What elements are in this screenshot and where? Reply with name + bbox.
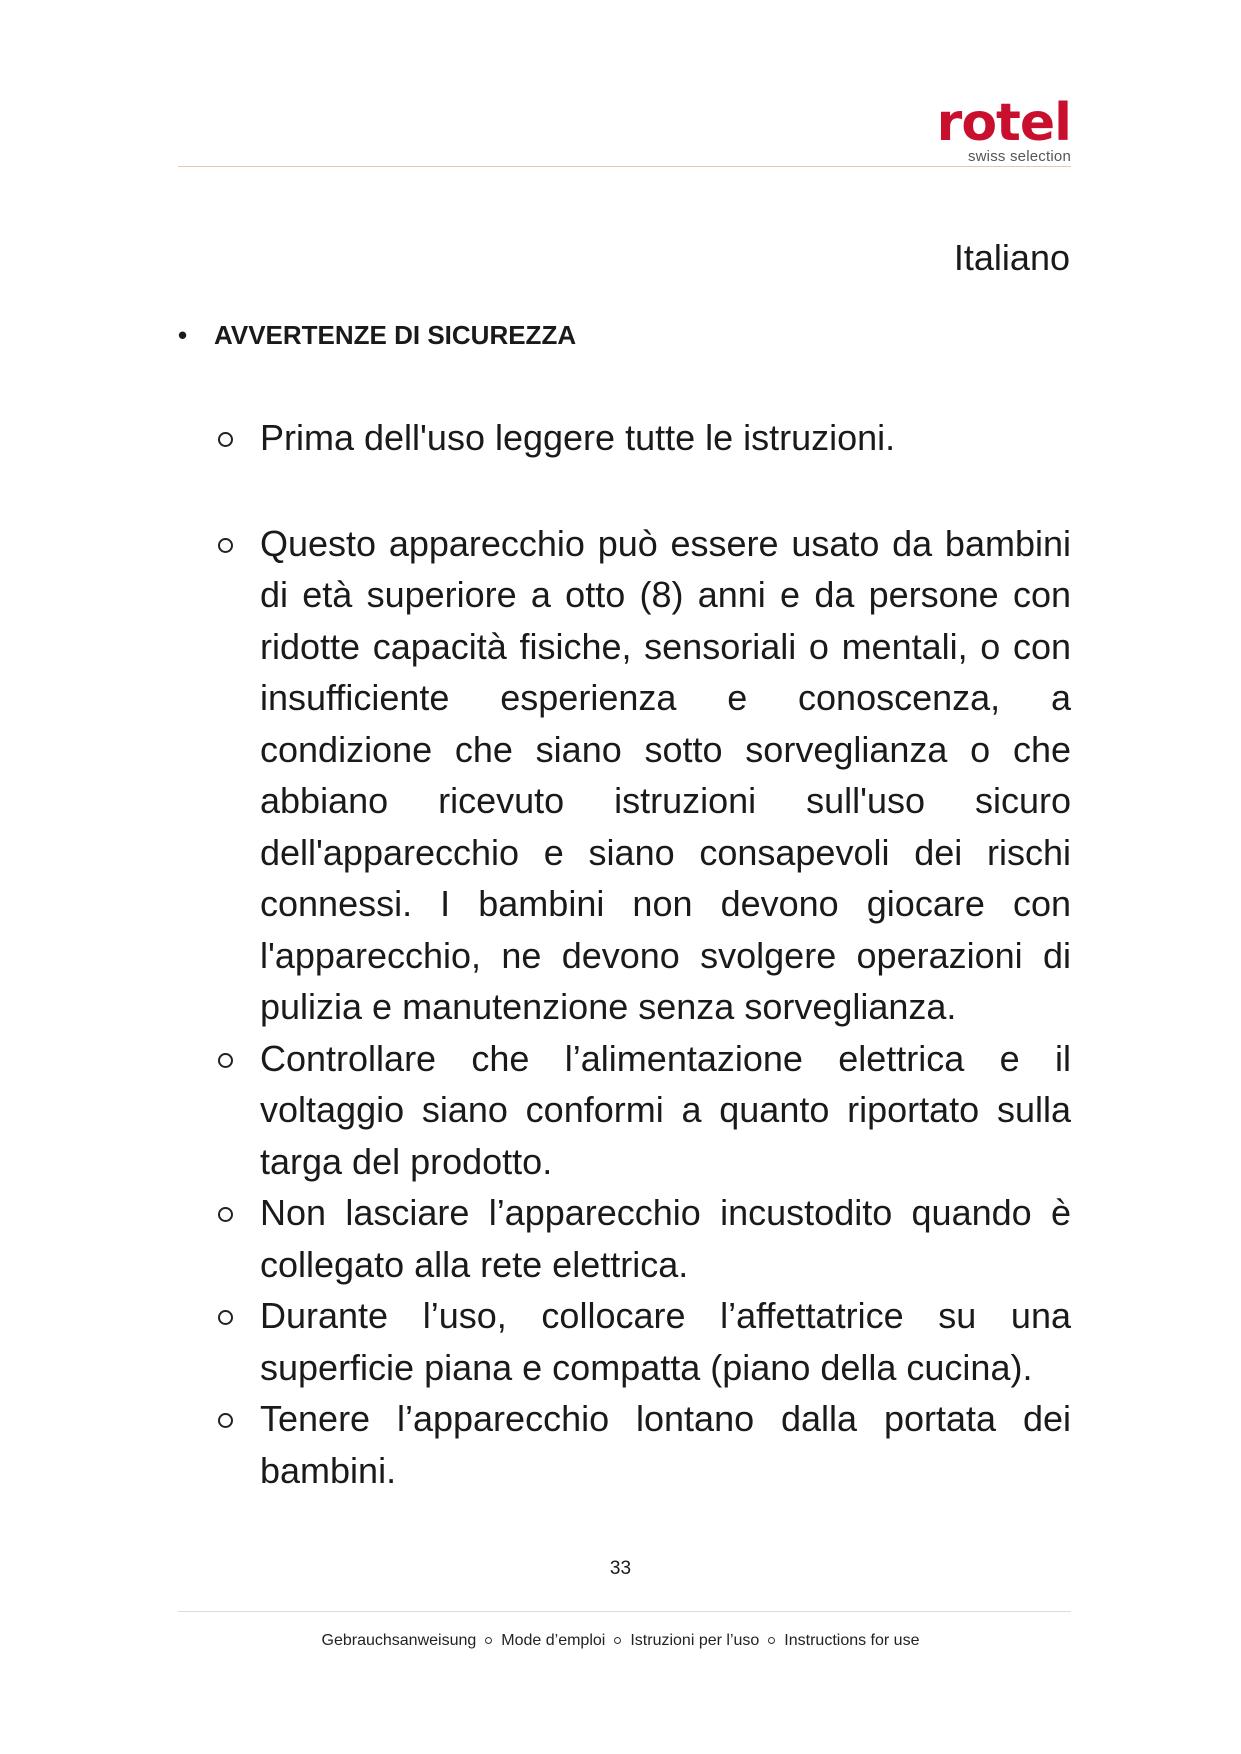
footer-link-it: Istruzioni per l’uso bbox=[630, 1632, 760, 1649]
circle-bullet-icon bbox=[218, 1413, 233, 1428]
list-item-text: Controllare che l’alimentazione elettrica e il voltaggio siano conformi a quanto riportato sulla targa del prodotto. bbox=[260, 1037, 1071, 1182]
circle-separator-icon bbox=[768, 1637, 775, 1644]
circle-bullet-icon bbox=[218, 1207, 233, 1222]
safety-list bbox=[216, 412, 1071, 1496]
circle-separator-icon bbox=[485, 1637, 492, 1644]
language-label: Italiano bbox=[953, 237, 1070, 278]
footer-divider bbox=[178, 1611, 1071, 1612]
circle-bullet-icon bbox=[218, 1053, 233, 1068]
circle-bullet-icon bbox=[218, 432, 233, 447]
list-item-text: Questo apparecchio può essere usato da bambini di età superiore a otto (8) anni e da persone con ridotte capacità fisiche, sensoriali o mentali, o con insufficiente esperienza e conoscenza, a condizione che siano sotto sorveglianza o che abbiano ricevuto istruzioni sull'uso sicuro dell'apparecchio e siano consapevoli dei rischi connessi. I bambini non devono giocare con l'apparecchio, ne devono svolgere operazioni di pulizia e manutenzione senza sorveglianza. bbox=[260, 522, 1071, 1027]
section-heading bbox=[178, 318, 576, 352]
brand-tagline: swiss selection bbox=[967, 148, 1071, 165]
circle-bullet-icon bbox=[218, 1310, 233, 1325]
list-item bbox=[216, 1290, 1071, 1393]
footer-link-en: Instructions for use bbox=[784, 1632, 920, 1649]
footer-link-de: Gebrauchsanweisung bbox=[321, 1632, 477, 1649]
section-bullet: • bbox=[178, 320, 188, 350]
list-item bbox=[216, 412, 1071, 464]
circle-bullet-icon bbox=[218, 538, 233, 553]
list-item-text: Non lasciare l’apparecchio incustodito quando è collegato alla rete elettrica. bbox=[260, 1192, 1071, 1285]
list-item bbox=[216, 1393, 1071, 1496]
footer-link-fr: Mode d’emploi bbox=[501, 1632, 606, 1649]
list-item bbox=[216, 1187, 1071, 1290]
brand-logo bbox=[936, 93, 1071, 165]
header-divider bbox=[178, 166, 1071, 167]
list-item bbox=[216, 1033, 1071, 1188]
list-item-text: Durante l’uso, collocare l’affettatrice su una superficie piana e compatta (piano della cucina). bbox=[260, 1295, 1071, 1388]
page-number: 33 bbox=[609, 1558, 632, 1579]
circle-separator-icon bbox=[614, 1637, 621, 1644]
list-item-text: Tenere l’apparecchio lontano dalla portata dei bambini. bbox=[260, 1398, 1071, 1491]
list-item bbox=[216, 518, 1071, 1033]
footer-links bbox=[0, 1632, 1241, 1650]
brand-wordmark: rotel bbox=[936, 93, 1071, 153]
list-item-text: Prima dell'uso leggere tutte le istruzioni. bbox=[260, 417, 896, 458]
section-title: AVVERTENZE DI SICUREZZA bbox=[214, 320, 577, 350]
